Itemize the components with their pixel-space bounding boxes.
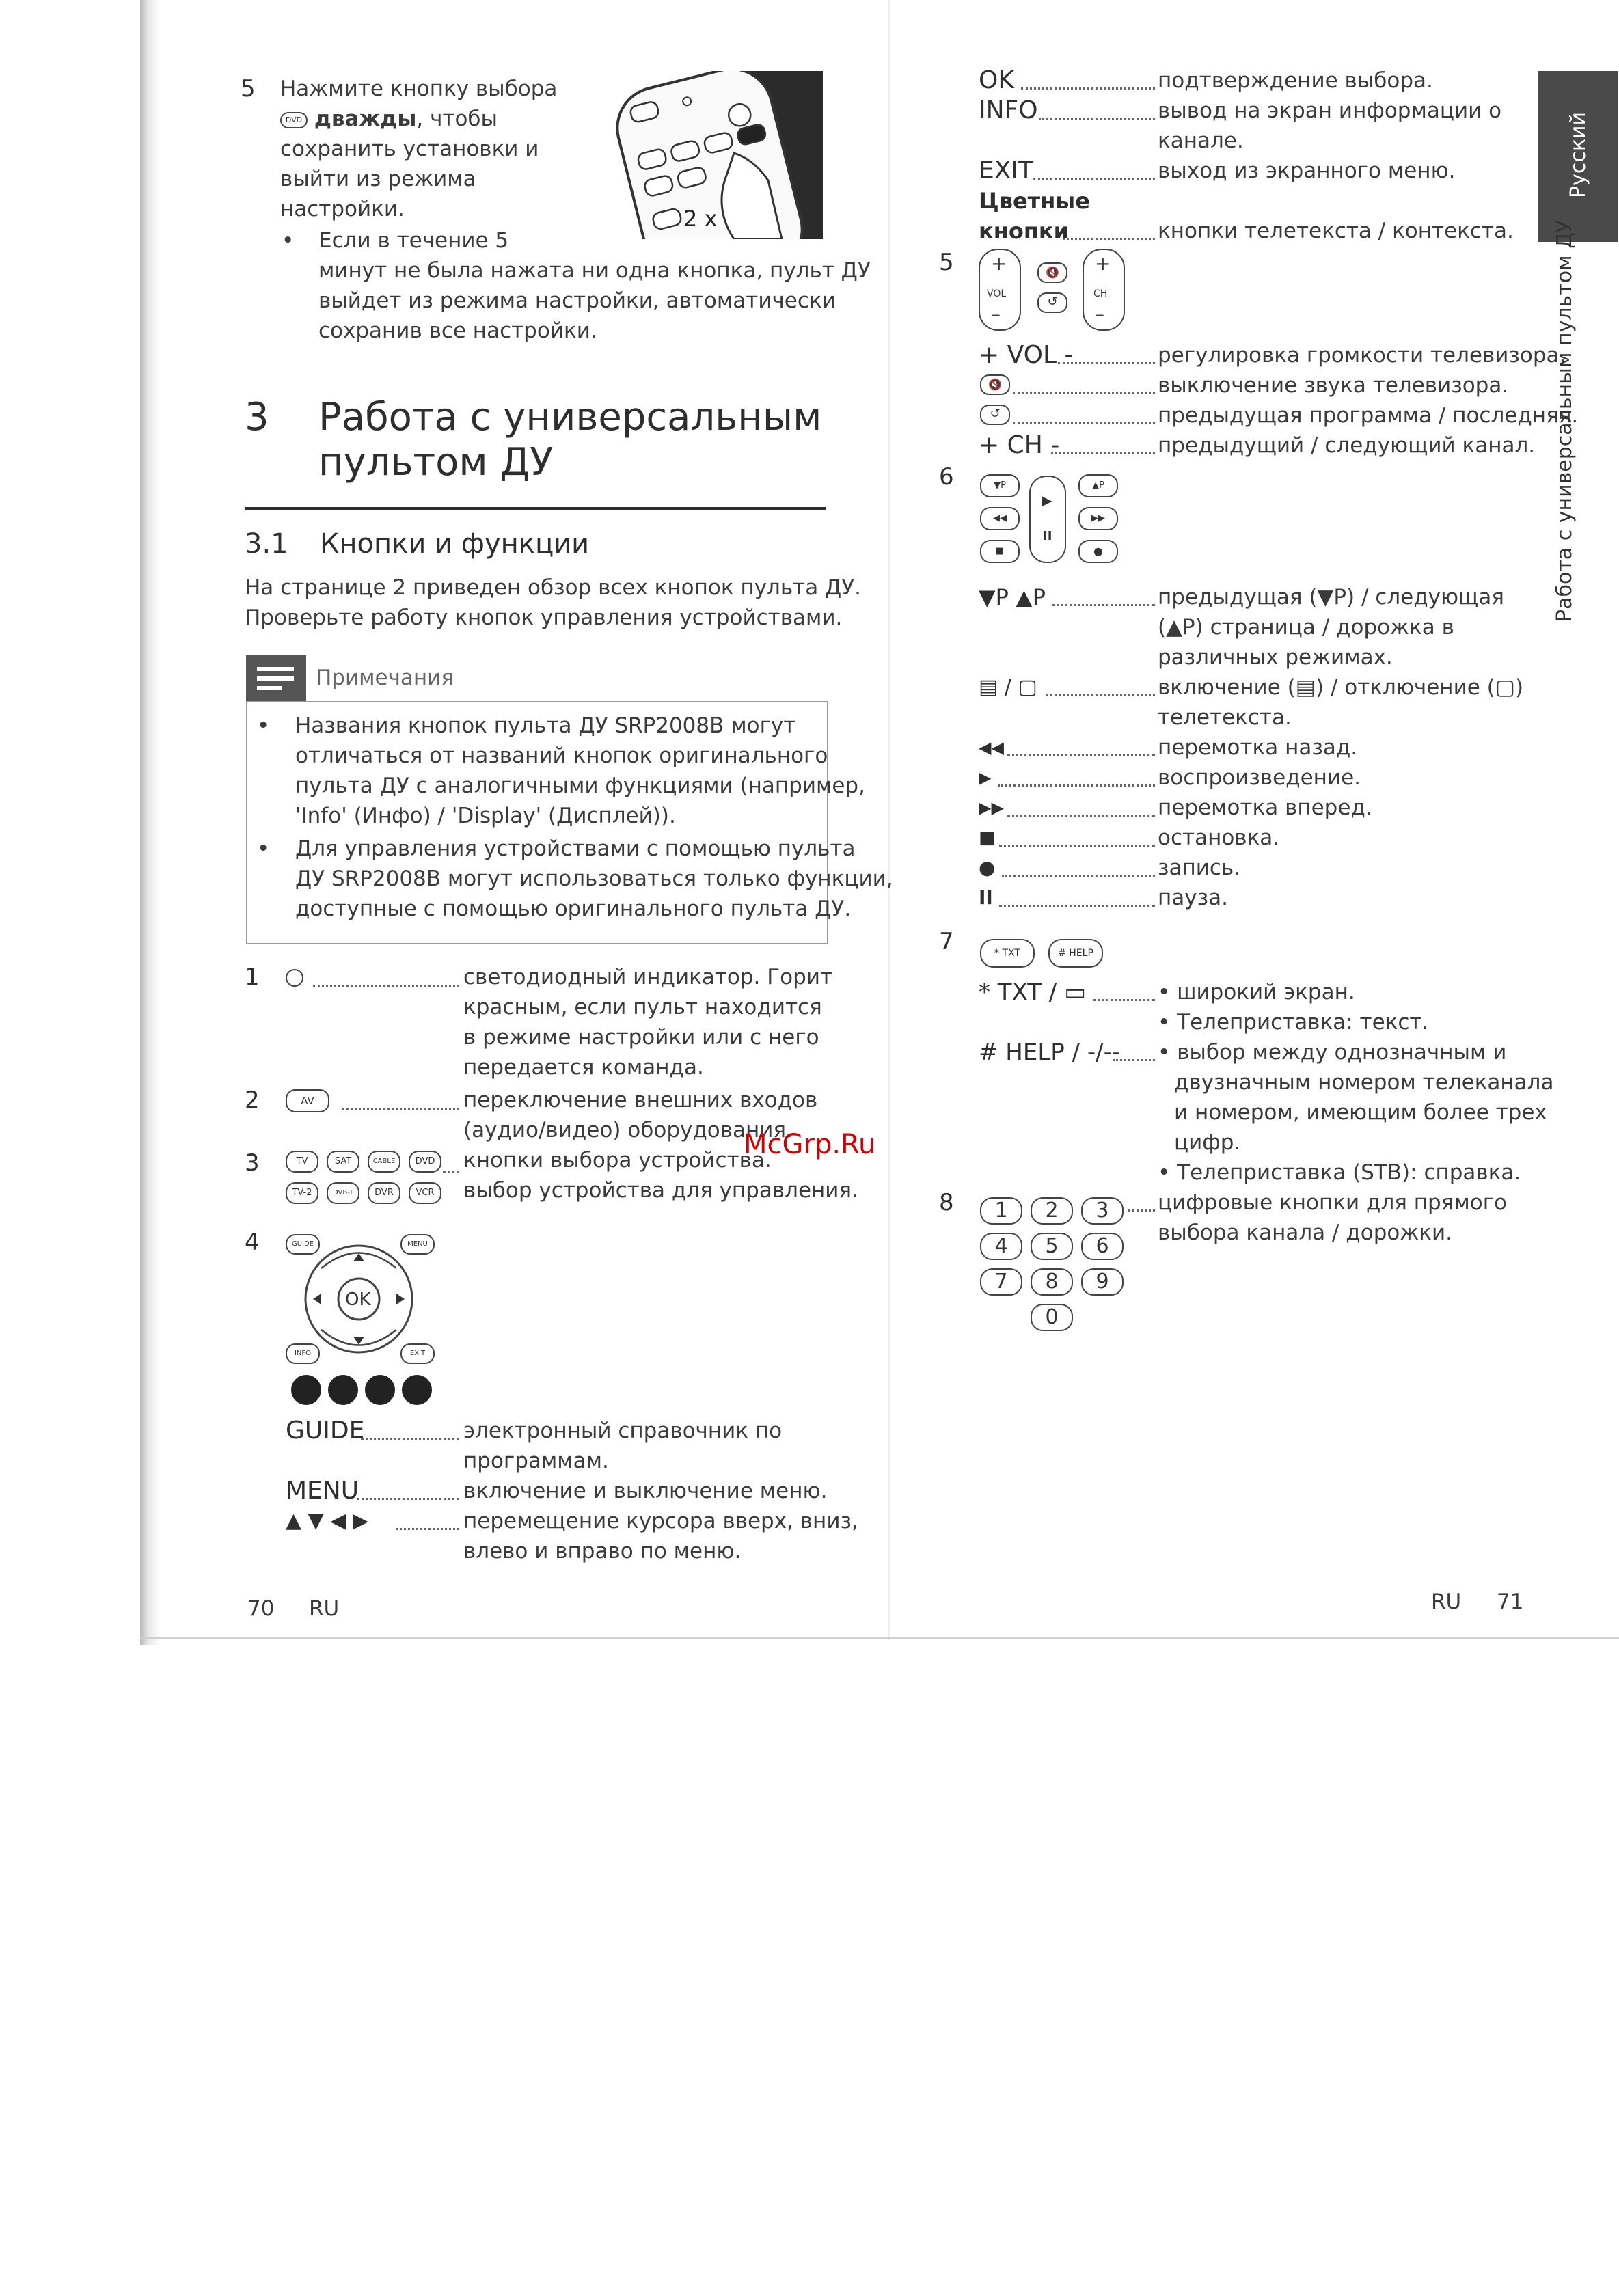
ok-key-label: OK (345, 1289, 371, 1310)
led-indicator-icon (286, 969, 303, 987)
previous-program-icon: ↺ (980, 405, 1010, 425)
language-tab-label: Русский (1566, 112, 1590, 198)
key-label: INFO (979, 96, 1038, 124)
bullet-icon: • (282, 228, 295, 253)
dvd-key-icon: DVD (409, 1151, 441, 1173)
item-description: воспроизведение. (1158, 765, 1361, 790)
vol-plus-label: + (991, 252, 1007, 275)
item-description: запись. (1158, 856, 1241, 880)
key-label: ■ (979, 828, 996, 848)
dvbt-key-icon: DVB-T (327, 1182, 359, 1204)
note-text: 'Info' (Инфо) / 'Display' (Дисплей)). (295, 804, 676, 828)
item-description: переключение внешних входов (463, 1088, 818, 1112)
digit-key: 0 (1031, 1304, 1073, 1331)
page-number: 70 (247, 1596, 275, 1621)
digit-key: 9 (1081, 1268, 1124, 1296)
leader-dots (998, 784, 1155, 787)
key-label: ▶▶ (979, 798, 1004, 817)
note-text: пульта ДУ с аналогичными функциями (например, (295, 774, 865, 798)
key-label: + VOL - (979, 341, 1074, 369)
item-description: перемещение курсора вверх, вниз, (463, 1509, 858, 1533)
leader-dots (1007, 754, 1155, 756)
previous-program-icon: ↺ (1037, 292, 1067, 313)
color-key-red-icon (291, 1375, 321, 1405)
digit-key: 5 (1031, 1233, 1073, 1260)
key-label: * TXT / ▭ (979, 979, 1087, 1006)
item-description: включение (▤) / отключение (▢) (1158, 675, 1524, 700)
item-description: влево и вправо по меню. (463, 1539, 742, 1563)
item-description: электронный справочник по (463, 1419, 783, 1443)
item-number: 4 (245, 1229, 260, 1256)
digit-key: 6 (1081, 1233, 1124, 1260)
leader-dots (999, 845, 1155, 847)
item-description: подтверждение выбора. (1158, 68, 1433, 93)
key-label: MENU (286, 1477, 359, 1505)
digit-key: 8 (1031, 1268, 1073, 1296)
item-description: выбора канала / дорожки. (1158, 1220, 1453, 1245)
item-description: канале. (1158, 128, 1244, 153)
item-description: передается команда. (463, 1055, 704, 1080)
tv-key-icon: TV (286, 1151, 318, 1173)
item-number: 6 (939, 463, 954, 491)
fast-forward-key-icon: ▶▶ (1078, 507, 1118, 530)
bullet-icon: • (257, 836, 270, 861)
digit-key: 2 (1031, 1197, 1073, 1225)
item-description: программам. (463, 1449, 609, 1473)
color-key-blue-icon (402, 1375, 432, 1405)
ch-minus-label: – (1095, 303, 1104, 325)
item-description: • широкий экран. (1158, 980, 1355, 1004)
leader-dots (1113, 1059, 1155, 1061)
item-description: предыдущая программа / последняя. (1158, 403, 1579, 428)
dvd-key-icon: DVD (280, 112, 308, 128)
leader-dots (1128, 1210, 1155, 1212)
record-key-icon: ● (1078, 540, 1118, 563)
stop-key-icon: ■ (980, 540, 1020, 563)
item-description: цифр. (1174, 1130, 1241, 1155)
item-description: пауза. (1158, 886, 1228, 910)
item-description: кнопки выбора устройства. (463, 1148, 772, 1173)
spine-line (888, 0, 890, 1640)
chapter-title: Работа с универсальным (318, 395, 822, 439)
bullet-text: минут не была нажата ни одна кнопка, пульт ДУ (318, 258, 871, 283)
intro-text: На странице 2 приведен обзор всех кнопок пульта ДУ. (245, 575, 862, 600)
av-key-icon: AV (286, 1089, 329, 1112)
leader-dots (1039, 118, 1155, 120)
vcr-key-icon: VCR (409, 1182, 441, 1204)
leader-dots (1007, 815, 1155, 817)
key-label: EXIT (979, 156, 1034, 184)
leader-dots (1046, 694, 1155, 696)
item-description: • выбор между однозначным и (1158, 1040, 1507, 1065)
section-title: Кнопки и функции (320, 528, 590, 560)
item-description: предыдущая (▼P) / следующая (1158, 585, 1504, 610)
footer-lang: RU (1431, 1589, 1462, 1614)
vol-label: VOL (987, 288, 1007, 299)
chapter-number: 3 (245, 395, 269, 439)
color-key-green-icon (328, 1375, 358, 1405)
note-text: Названия кнопок пульта ДУ SRP2008B могут (295, 713, 796, 738)
item-number: 7 (939, 928, 954, 955)
bullet-icon: • (257, 713, 270, 738)
key-label: ▶ (979, 768, 992, 787)
leader-dots (1051, 452, 1155, 454)
key-label: GUIDE (286, 1417, 365, 1445)
item-description: перемотка назад. (1158, 735, 1358, 760)
play-pause-rocker-icon: ▶ II (1029, 476, 1066, 563)
item-description: регулировка громкости телевизора. (1158, 343, 1566, 368)
step-text-line: настройки. (280, 197, 405, 221)
item-description: остановка. (1158, 825, 1280, 850)
item-description: различных режимах. (1158, 645, 1393, 670)
note-text: ДУ SRP2008B могут использоваться только функции, (295, 866, 893, 891)
leader-dots (999, 905, 1155, 907)
item-description: • Телеприставка: текст. (1158, 1010, 1429, 1035)
item-description: выбор устройства для управления. (463, 1178, 858, 1203)
page-number: 71 (1497, 1589, 1524, 1614)
leader-dots (342, 1108, 459, 1110)
mute-icon: 🔇 (1037, 262, 1067, 283)
item-description: (▲P) страница / дорожка в (1158, 615, 1454, 640)
bullet-text: выйдет из режима настройки, автоматически (318, 288, 836, 313)
sat-key-icon: SAT (327, 1151, 359, 1173)
chapter-title: пультом ДУ (318, 440, 554, 484)
item-description: светодиодный индикатор. Горит (463, 965, 833, 989)
key-label: Цветные (979, 188, 1090, 214)
bullet-text: сохранив все настройки. (318, 318, 597, 343)
ch-plus-label: + (1095, 252, 1111, 275)
item-description: красным, если пульт находится (463, 995, 822, 1020)
item-description: вывод на экран информации о (1158, 98, 1502, 123)
color-key-yellow-icon (365, 1375, 395, 1405)
leader-dots (443, 1171, 459, 1173)
key-label: + CH - (979, 431, 1060, 459)
key-label: кнопки (979, 218, 1070, 244)
key-label: ◀◀ (979, 738, 1004, 757)
remote-press-count: 2 x (683, 206, 718, 232)
step-number: 5 (241, 75, 256, 102)
key-label: # HELP / -/-- (979, 1039, 1121, 1066)
item-description: • Телеприставка (STB): справка. (1158, 1160, 1521, 1185)
key-label: ● (979, 856, 996, 879)
note-text: доступные с помощью оригинального пульта ДУ. (295, 897, 852, 921)
leader-dots (1002, 875, 1155, 877)
leader-dots (1013, 422, 1155, 424)
intro-text: Проверьте работу кнопок управления устройствами. (245, 605, 843, 630)
item-number: 1 (245, 964, 260, 991)
item-description: выход из экранного меню. (1158, 159, 1456, 183)
item-description: двузначным номером телеканала (1174, 1070, 1554, 1095)
ch-label: CH (1093, 288, 1108, 299)
item-description: (аудио/видео) оборудования. (463, 1118, 793, 1143)
arrow-keys-label: ▲ ▼ ◀ ▶ (286, 1509, 368, 1533)
item-description: предыдущий / следующий канал. (1158, 433, 1536, 458)
emphasis: дважды (314, 107, 417, 131)
key-label: ▤ / ▢ (979, 675, 1037, 699)
bullet-text: Если в течение 5 (318, 228, 509, 253)
item-number: 3 (245, 1149, 260, 1177)
leader-dots (396, 1528, 459, 1530)
item-description: в режиме настройки или с него (463, 1025, 819, 1050)
step-text-line (280, 104, 498, 134)
info-key-icon: INFO (286, 1343, 320, 1364)
key-label: ▼P ▲P (979, 584, 1046, 610)
digit-key: 3 (1081, 1197, 1124, 1225)
item-description: цифровые кнопки для прямого (1158, 1190, 1507, 1215)
dvr-key-icon: DVR (368, 1182, 400, 1204)
mute-icon: 🔇 (980, 374, 1010, 395)
tv2-key-icon: TV-2 (286, 1182, 318, 1204)
leader-dots (1033, 178, 1155, 180)
step-text-line: Нажмите кнопку выбора (280, 77, 558, 101)
note-title: Примечания (316, 666, 454, 690)
note-text: Для управления устройствами с помощью пульта (295, 836, 856, 861)
section-rule (245, 507, 826, 510)
item-number: 2 (245, 1086, 260, 1114)
item-number: 5 (939, 249, 954, 276)
step-text-line: выйти из режима (280, 167, 476, 191)
cable-key-icon: CABLE (368, 1151, 400, 1173)
item-description: телетекста. (1158, 705, 1292, 730)
note-text: отличаться от названий кнопок оригинального (295, 743, 828, 768)
leader-dots (357, 1498, 459, 1500)
digit-key: 4 (980, 1233, 1022, 1260)
item-description: выключение звука телевизора. (1158, 373, 1509, 398)
footer-lang: RU (309, 1596, 340, 1621)
menu-key-icon: MENU (400, 1234, 435, 1255)
leader-dots (1052, 604, 1155, 606)
exit-key-icon: EXIT (400, 1343, 435, 1364)
leader-dots (313, 985, 459, 987)
section-number: 3.1 (245, 528, 288, 560)
leader-dots (1013, 392, 1155, 394)
page-bottom-edge (140, 1637, 1619, 1639)
watermark: McGrp.Ru (744, 1129, 876, 1160)
note-icon (246, 655, 306, 702)
leader-dots (361, 1438, 459, 1440)
leader-dots (1063, 238, 1155, 240)
item-description: включение и выключение меню. (463, 1479, 828, 1503)
digit-key: 1 (980, 1197, 1022, 1225)
txt-key-icon: * TXT (980, 939, 1035, 968)
step-text-line: сохранить установки и (280, 137, 539, 161)
item-number: 8 (939, 1189, 954, 1216)
step-text: , чтобы (416, 107, 498, 131)
guide-key-icon: GUIDE (286, 1234, 320, 1255)
leader-dots (1093, 999, 1155, 1001)
help-key-icon: # HELP (1048, 939, 1103, 968)
item-description: кнопки телетекста / контекста. (1158, 219, 1514, 243)
item-description: и номером, имеющим более трех (1174, 1100, 1547, 1125)
leader-dots (1058, 362, 1155, 364)
item-description: перемотка вперед. (1158, 795, 1372, 820)
digit-key: 7 (980, 1268, 1022, 1296)
key-label: OK (979, 66, 1014, 94)
rewind-key-icon: ◀◀ (980, 507, 1020, 530)
page-down-key-icon: ▼P (980, 474, 1020, 497)
leader-dots (1021, 87, 1155, 90)
page-edge-shadow (140, 0, 161, 1645)
key-label: II (979, 886, 993, 909)
vol-minus-label: – (991, 303, 1001, 325)
page-up-key-icon: ▲P (1078, 474, 1118, 497)
side-running-title: Работа с универсальным пультом ДУ (1553, 220, 1577, 622)
